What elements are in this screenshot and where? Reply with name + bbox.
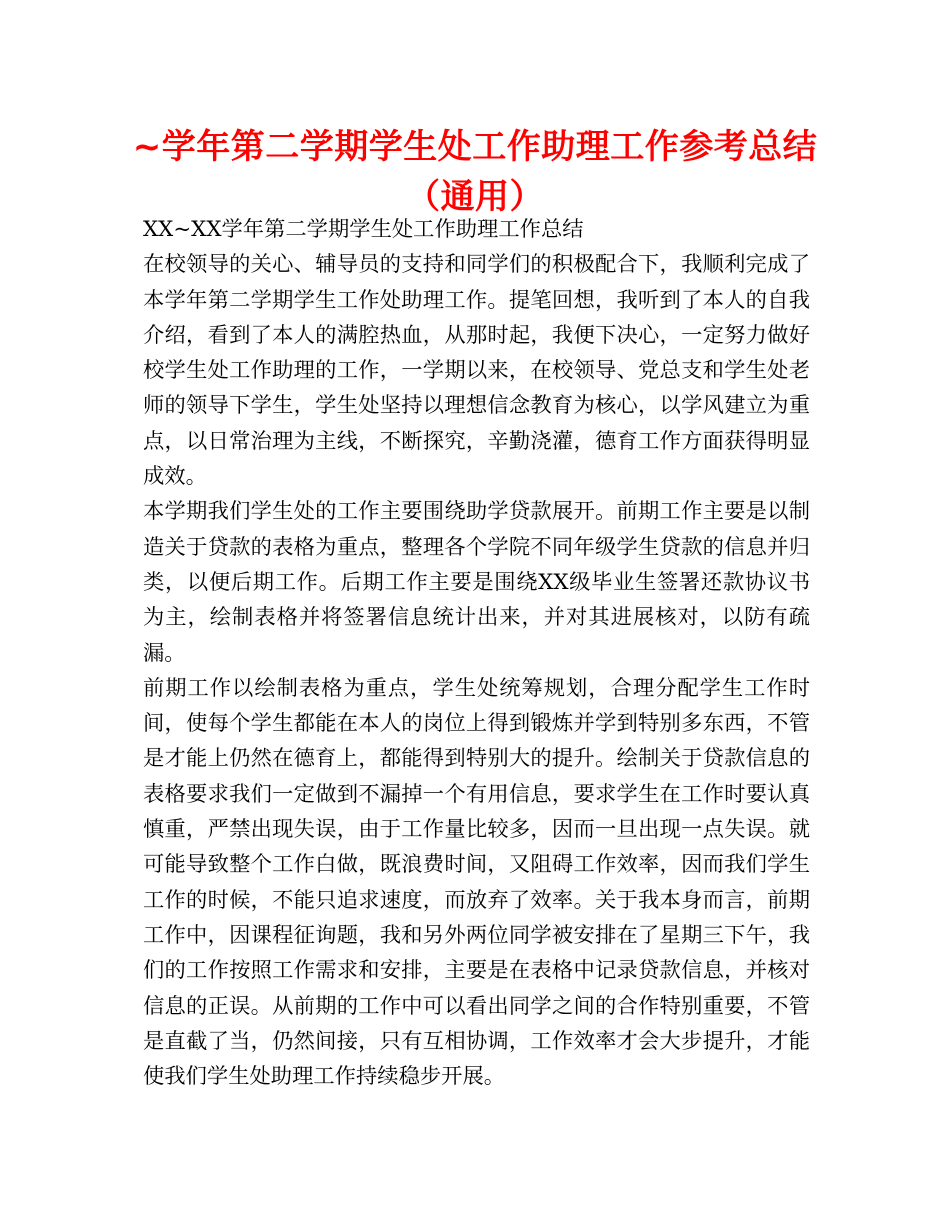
paragraph: 在校领导的关心、辅导员的支持和同学们的积极配合下，我顺利完成了本学年第二学期学生工作处助理工作。提笔回想，我听到了本人的自我介绍，看到了本人的满腔热血，从那时起，我便下决心，一定努力做好校学生处工作助理的工作，一学期以来，在校领导、党总支和学生处老师的领导下学生，学生处坚持以理想信念教育为核心，以学风建立为重点，以日常治理为主线，不断探究，辛勤浇灌，德育工作方面获得明显成效。 — [143, 252, 810, 490]
document-subtitle: XX~XX学年第二学期学生处工作助理工作总结 — [143, 217, 584, 242]
document-title: ~学年第二学期学生处工作助理工作参考总结（通用） — [132, 127, 818, 217]
paragraph: 本学期我们学生处的工作主要围绕助学贷款展开。前期工作主要是以制造关于贷款的表格为重点，整理各个学院不同年级学生贷款的信息并归类，以便后期工作。后期工作主要是围绕XX级毕业生签署还款协议书为主，绘制表格并将签署信息统计出来，并对其进展核对，以防有疏漏。 — [143, 499, 810, 666]
paragraph: 前期工作以绘制表格为重点，学生处统筹规划，合理分配学生工作时间，使每个学生都能在本人的岗位上得到锻炼并学到特别多东西，不管是才能上仍然在德育上，都能得到特别大的提升。绘制关于贷款信息的表格要求我们一定做到不漏掉一个有用信息，要求学生在工作时要认真慎重，严禁出现失误，由于工作量比较多，因而一旦出现一点失误。就可能导致整个工作白做，既浪费时间，又阻碍工作效率，因而我们学生工作的时候，不能只追求速度，而放弃了效率。关于我本身而言，前期工作中，因课程征询题，我和另外两位同学被安排在了星期三下午，我们的工作按照工作需求和安排，主要是在表格中记录贷款信息，并核对信息的正误。从前期的工作中可以看出同学之间的合作特别重要，不管是直截了当，仍然间接，只有互相协调，工作效率才会大步提升，才能使我们学生处助理工作持续稳步开展。 — [143, 675, 810, 1090]
document-body — [143, 212, 810, 1094]
